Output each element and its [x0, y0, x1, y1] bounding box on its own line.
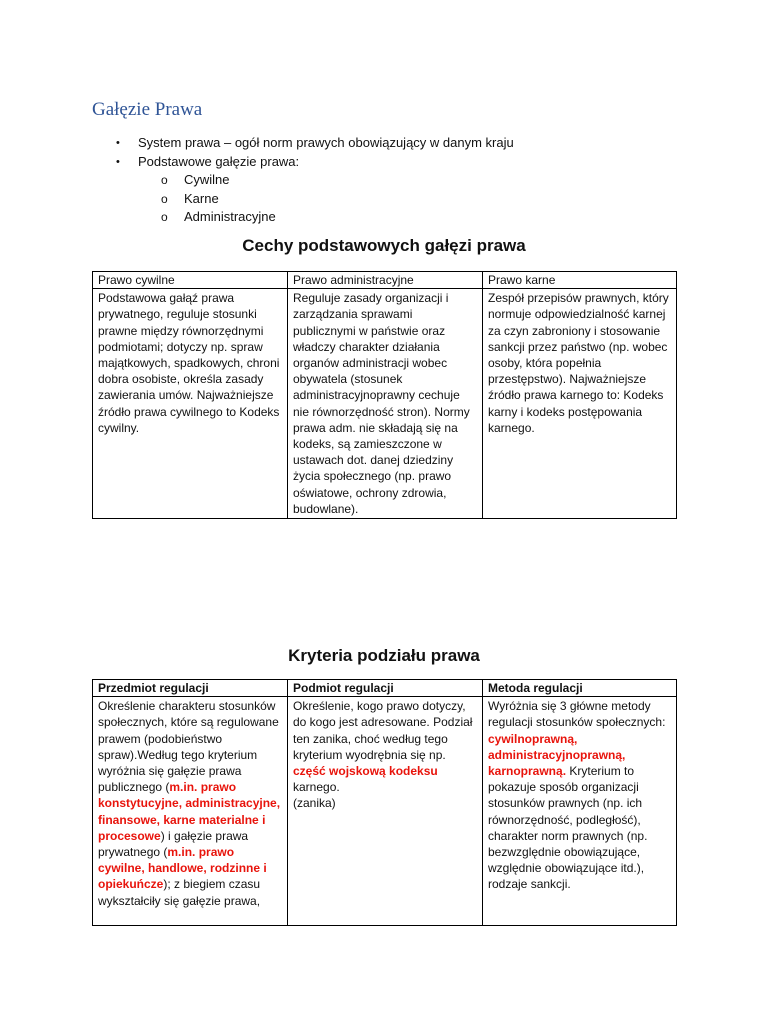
cell-text: ); z biegiem czasu wykształciły się gałęzie prawa,	[98, 877, 261, 908]
header-subject: Podmiot regulacji	[288, 680, 483, 697]
circle-bullet-icon: o	[161, 173, 168, 187]
sub-bullet-item	[0, 190, 514, 209]
table2-heading: Kryteria podziału prawa	[288, 646, 480, 665]
highlight-text: m.in. prawo konstytucyjne, administracyjne, finansowe, karne materialne i procesowe	[98, 780, 281, 843]
header-method: Metoda regulacji	[483, 680, 677, 697]
sub-bullet-item	[0, 208, 514, 227]
bullet-text: System prawa – ogół norm prawych obowiązujący w danym kraju	[138, 135, 514, 150]
bullet-icon: •	[116, 155, 120, 168]
header-civil-law: Prawo cywilne	[93, 272, 288, 289]
highlight-text: m.in. prawo cywilne, handlowe, rodzinne i opiekuńcze	[98, 845, 267, 892]
cell-text: karnego.	[293, 780, 340, 795]
bullet-list	[0, 134, 514, 227]
table1-heading: Cechy podstawowych gałęzi prawa	[242, 236, 526, 255]
sub-bullet-text: Karne	[184, 190, 219, 206]
cell-method	[483, 697, 677, 926]
highlight-text: cywilnoprawną, administracyjnoprawną, karnoprawną.	[488, 731, 626, 779]
sub-bullet-text: Cywilne	[184, 172, 230, 187]
circle-bullet-icon: o	[161, 210, 168, 224]
cell-administrative-law: Reguluje zasady organizacji i zarządzania sprawami publicznymi w państwie oraz władczy charakter działania organów administracji wobec obywatela (stosunek administracyjnoprawny cechuje nie równorzędność stron). Normy prawa adm. nie składają się na kodeks, są zamieszczone w ustawach dot. danej dziedziny życia społecznego (np. prawo oświatowe, ochrony zdrowia, budowlane).	[288, 289, 483, 519]
sub-bullet-text: Administracyjne	[184, 209, 276, 224]
highlight-text: część wojskową kodeksu	[293, 764, 438, 779]
cell-text: ) i gałęzie prawa prywatnego (	[98, 828, 249, 860]
header-subject-matter: Przedmiot regulacji	[93, 680, 288, 697]
cell-text: Wyróżnia się 3 główne metody regulacji stosunków społecznych:	[488, 699, 666, 730]
table-header-row	[93, 680, 677, 697]
header-administrative-law: Prawo administracyjne	[288, 272, 483, 289]
header-criminal-law: Prawo karne	[483, 272, 677, 289]
cell-text: Określenie, kogo prawo dotyczy, do kogo jest adresowane. Podział ten zanika, choć według tego kryterium wyodrębnia się np.	[293, 699, 473, 762]
criteria-table	[92, 679, 677, 926]
cell-text: Kryterium to pokazuje sposób organizacji stosunków prawnych (np. ich równorzędność, podległość), charakter norm prawnych (np. bezwzględnie obowiązujące, względnie obowiązujące itd.), rodzaje sankcji.	[488, 764, 648, 892]
circle-bullet-icon: o	[161, 191, 168, 206]
table-header-row	[93, 272, 677, 289]
cell-subject	[288, 697, 483, 926]
bullet-item	[0, 153, 514, 172]
cell-civil-law: Podstawowa gałąź prawa prywatnego, reguluje stosunki prawne między równorzędnymi podmiotami; dotyczy np. spraw majątkowych, spadkowych, chroni dobra osobiste, określa zasady zawierania umów. Najważniejsze źródło prawa cywilnego to Kodeks cywilny.	[93, 289, 288, 519]
bullet-text: Podstawowe gałęzie prawa:	[138, 153, 300, 169]
cell-text: (zanika)	[293, 796, 336, 811]
page-title: Gałęzie Prawa	[92, 99, 203, 120]
bullet-icon: •	[116, 137, 120, 149]
cell-subject-matter	[93, 697, 288, 926]
table-row	[93, 289, 677, 519]
bullet-item	[0, 134, 514, 153]
sub-bullet-item	[0, 171, 514, 190]
cell-criminal-law: Zespół przepisów prawnych, który normuje odpowiedzialność karnej za czyn zabroniony i stosowanie sankcji przez państwo (np. wobec osoby, która popełnia przestępstwo). Najważniejsze źródło prawa karnego to: Kodeks karny i kodeks postępowania karnego.	[483, 289, 677, 519]
cell-text: Określenie charakteru stosunków społecznych, które są regulowane prawem (podobieństwo spraw).Według tego kryterium wyróżnia się gałęzie prawa publicznego (	[98, 699, 279, 795]
table-row	[93, 697, 677, 926]
law-branches-table	[92, 271, 677, 519]
